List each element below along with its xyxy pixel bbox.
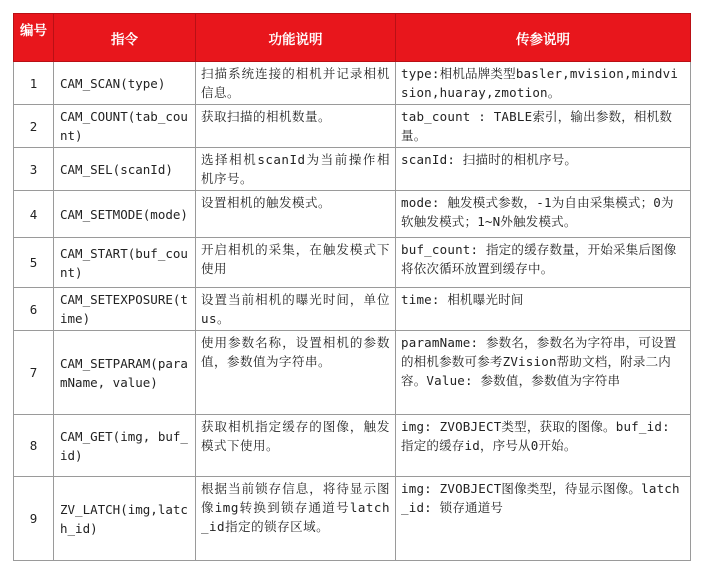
row-number: 5 [14, 238, 54, 288]
row-command: CAM_START(buf_count) [54, 238, 196, 288]
row-function: 设置当前相机的曝光时间，单位us。 [196, 288, 396, 331]
header-function: 功能说明 [196, 14, 396, 62]
row-number: 6 [14, 288, 54, 331]
row-command: CAM_SCAN(type) [54, 62, 196, 105]
row-command: CAM_COUNT(tab_count) [54, 105, 196, 148]
header-parameters: 传参说明 [396, 14, 691, 62]
row-function: 开启相机的采集，在触发模式下使用 [196, 238, 396, 288]
row-command: CAM_SETMODE(mode) [54, 191, 196, 238]
header-command: 指令 [54, 14, 196, 62]
row-number: 9 [14, 477, 54, 561]
row-function: 获取扫描的相机数量。 [196, 105, 396, 148]
row-parameters: time: 相机曝光时间 [396, 288, 691, 331]
row-parameters: buf_count: 指定的缓存数量，开始采集后图像将依次循环放置到缓存中。 [396, 238, 691, 288]
table-row [14, 191, 691, 238]
row-command: CAM_SETPARAM(paramName, value) [54, 331, 196, 415]
row-number: 3 [14, 148, 54, 191]
row-command: CAM_SEL(scanId) [54, 148, 196, 191]
row-number: 7 [14, 331, 54, 415]
row-function: 选择相机scanId为当前操作相机序号。 [196, 148, 396, 191]
row-function: 扫描系统连接的相机并记录相机信息。 [196, 62, 396, 105]
row-parameters: img: ZVOBJECT图像类型，待显示图像。latch_id: 锁存通道号 [396, 477, 691, 561]
table-row [14, 238, 691, 288]
row-number: 2 [14, 105, 54, 148]
command-table-container [13, 13, 690, 561]
row-parameters: img: ZVOBJECT类型，获取的图像。buf_id: 指定的缓存id，序号从0开始。 [396, 415, 691, 477]
row-command: CAM_SETEXPOSURE(time) [54, 288, 196, 331]
row-parameters: scanId: 扫描时的相机序号。 [396, 148, 691, 191]
table-header-row [14, 14, 691, 62]
row-function: 根据当前锁存信息，将待显示图像img转换到锁存通道号latch_id指定的锁存区域。 [196, 477, 396, 561]
row-number: 1 [14, 62, 54, 105]
row-number: 8 [14, 415, 54, 477]
command-table [13, 13, 691, 561]
header-number: 编号 [14, 14, 54, 62]
row-function: 使用参数名称，设置相机的参数值，参数值为字符串。 [196, 331, 396, 415]
table-row [14, 415, 691, 477]
row-parameters: type:相机品牌类型basler,mvision,mindvision,huaray,zmotion。 [396, 62, 691, 105]
row-parameters: paramName: 参数名，参数名为字符串，可设置的相机参数可参考ZVision帮助文档，附录二内容。Value: 参数值，参数值为字符串 [396, 331, 691, 415]
table-row [14, 105, 691, 148]
row-parameters: tab_count : TABLE索引，输出参数，相机数量。 [396, 105, 691, 148]
table-row [14, 477, 691, 561]
row-function: 获取相机指定缓存的图像，触发模式下使用。 [196, 415, 396, 477]
table-row [14, 62, 691, 105]
row-function: 设置相机的触发模式。 [196, 191, 396, 238]
table-row [14, 288, 691, 331]
table-row [14, 331, 691, 415]
table-row [14, 148, 691, 191]
row-number: 4 [14, 191, 54, 238]
row-command: ZV_LATCH(img,latch_id) [54, 477, 196, 561]
row-command: CAM_GET(img, buf_id) [54, 415, 196, 477]
row-parameters: mode: 触发模式参数，-1为自由采集模式；0为软触发模式；1~N外触发模式。 [396, 191, 691, 238]
